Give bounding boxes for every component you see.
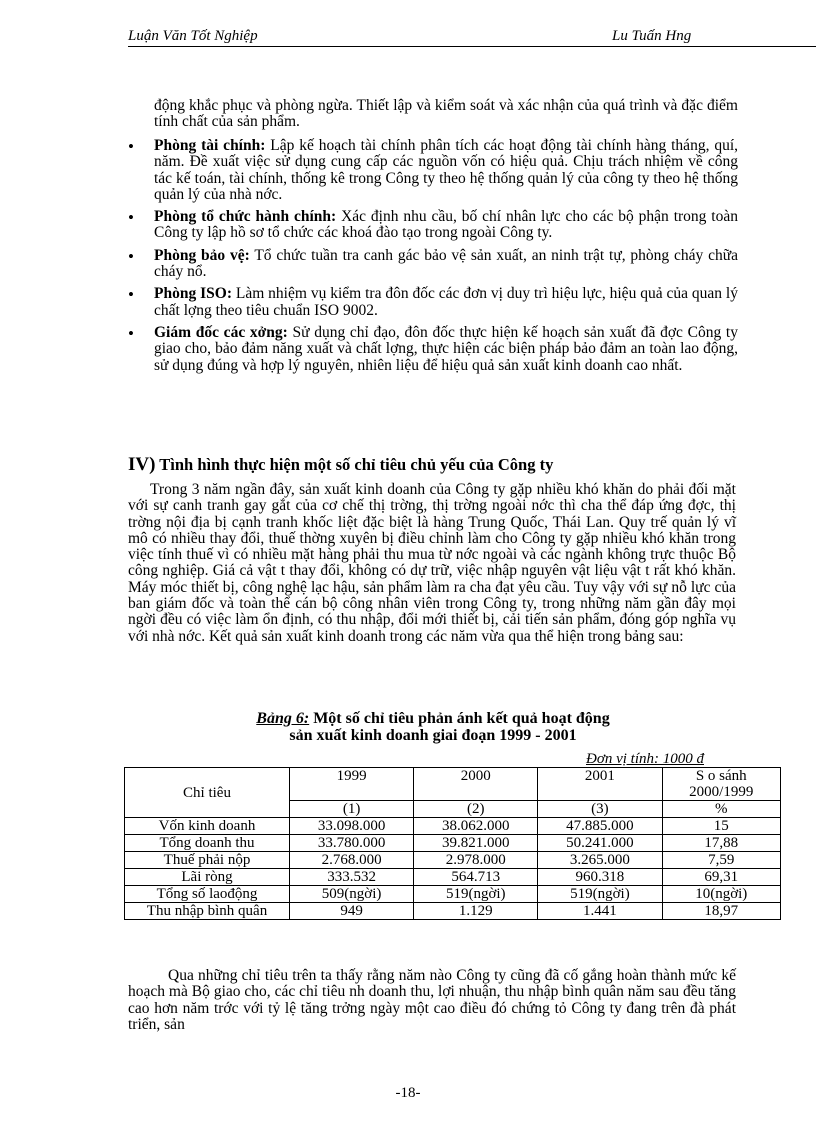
row-label: Vốn kinh doanh: [125, 818, 290, 835]
intro-paragraph: động khắc phục và phòng ngừa. Thiết lập và kiểm soát và xác nhận của quá trình và đặc điểm tính chất của sản phẩm.: [154, 97, 738, 131]
table-row: [125, 886, 781, 903]
caption-line-2: sản xuất kinh doanh giai đoạn 1999 - 2001: [289, 727, 577, 744]
item-text: Xác định nhu cầu, bố chí nhân lực cho các bộ phận trong toàn Công ty lập hồ sơ tổ chức các khoá đào tạo trong ngoài Công ty.: [154, 208, 738, 242]
item-term: Giám đốc các xởng:: [154, 323, 288, 341]
table-cell: 564.713: [414, 869, 538, 886]
results-table: [124, 767, 781, 920]
item-term: Phòng ISO:: [154, 285, 232, 303]
table-caption: [128, 710, 738, 744]
column-header: 1999: [290, 768, 414, 801]
table-cell: 69,31: [662, 869, 780, 886]
table-row: [125, 903, 781, 920]
column-header: 2000: [414, 768, 538, 801]
table-cell: 1.129: [414, 903, 538, 920]
table-cell: 47.885.000: [538, 818, 662, 835]
table-cell: 1.441: [538, 903, 662, 920]
row-label: Lãi ròng: [125, 869, 290, 886]
table-cell: 7,59: [662, 852, 780, 869]
compare-label: S o sánh: [695, 768, 747, 784]
table-cell: 2.768.000: [290, 852, 414, 869]
table-cell: 33.098.000: [290, 818, 414, 835]
table-cell: 333.532: [290, 869, 414, 886]
list-item: [128, 286, 738, 319]
table-cell: 15: [662, 818, 780, 835]
list-item: [128, 138, 738, 203]
header-right: Lu Tuấn Hng: [612, 28, 692, 44]
row-label: Tổng số laođộng: [125, 886, 290, 903]
column-header: Chỉ tiêu: [125, 768, 290, 818]
item-text: Làm nhiệm vụ kiểm tra đôn đốc các đơn vị duy trì hiệu lực, hiệu quả của quan lý chất lợng theo tiêu chuẩn ISO 9002.: [154, 285, 738, 319]
page-header: [128, 26, 816, 47]
row-label: Thu nhập bình quân: [125, 903, 290, 920]
conclusion-paragraph: Qua những chỉ tiêu trên ta thấy rằng năm nào Công ty cũng đã cố gắng hoàn thành mức kế hoạch mà Bộ giao cho, các chỉ tiêu nh doanh thu, lợi nhuận, thu nhập bình quân năm sau đều tăng cao hơn năm trớc với tỷ lệ tăng trởng ngày một cao điều đó chứng tỏ Công ty đang trên đà phát triển, sản: [128, 967, 736, 1033]
row-label: Thuế phải nộp: [125, 852, 290, 869]
page-number: -18-: [395, 1085, 421, 1101]
index-cell: (1): [290, 801, 414, 818]
section-number: IV): [128, 454, 156, 475]
unit-note: Đơn vị tính: 1000 đ: [586, 751, 704, 767]
item-text: Sử dụng chỉ đạo, đôn đốc thực hiện kế hoạch sản xuất đã đợc Công ty giao cho, bảo đảm năng xuất và chất lợng, thực hiện các biện pháp bảo đảm an toàn lao động, sử dụng đúng và hợp lý nguyên, nhiên liệu để hiệu quả sản xuất kinh doanh cao nhất.: [154, 323, 738, 374]
bullet-icon: •: [128, 285, 134, 305]
table-cell: 17,88: [662, 835, 780, 852]
table-row: [125, 852, 781, 869]
table-cell: 50.241.000: [538, 835, 662, 852]
header-left: Luận Văn Tốt Nghiệp: [128, 28, 258, 44]
bullet-icon: •: [128, 137, 134, 156]
list-item: [128, 248, 738, 281]
table-cell: 960.318: [538, 869, 662, 886]
table-cell: 39.821.000: [414, 835, 538, 852]
index-cell: (2): [414, 801, 538, 818]
item-text: Tổ chức tuần tra canh gác bảo vệ sản xuất, an ninh trật tự, phòng cháy chữa cháy nổ.: [154, 246, 738, 281]
item-term: Phòng tổ chức hành chính:: [154, 208, 337, 226]
department-list: [128, 138, 738, 380]
section-title: Tình hình thực hiện một số chỉ tiêu chủ yếu của Công ty: [155, 455, 554, 474]
table-cell: 3.265.000: [538, 852, 662, 869]
section-heading: [128, 454, 553, 476]
table-cell: 33.780.000: [290, 835, 414, 852]
row-label: Tổng doanh thu: [125, 835, 290, 852]
caption-label: Bảng 6:: [256, 710, 310, 727]
table-header-row: [125, 768, 781, 801]
item-term: Phòng bảo vệ:: [154, 246, 250, 264]
table-row: [125, 835, 781, 852]
list-item: [128, 325, 738, 374]
table-cell: 519(ngời): [538, 886, 662, 903]
table-row: [125, 869, 781, 886]
index-cell: (3): [538, 801, 662, 818]
column-header: [662, 768, 780, 801]
table-cell: 10(ngời): [662, 886, 780, 903]
item-text: Lập kế hoạch tài chính phân tích các hoạt động tài chính hàng tháng, quí, năm. Đề xuất việc sử dụng cung cấp các nguồn vốn có hiệu quả. Chịu trách nhiệm về công tác kế toán, tài chính, thống kê trong Công ty theo hệ thống quản lý của công ty theo hệ thống quản lý của nhà nớc.: [154, 137, 738, 203]
list-item: [128, 209, 738, 242]
table-row: [125, 818, 781, 835]
table-cell: 949: [290, 903, 414, 920]
index-cell: %: [662, 801, 780, 818]
table-cell: 519(ngời): [414, 886, 538, 903]
bullet-icon: •: [128, 246, 134, 266]
bullet-icon: •: [128, 323, 134, 343]
item-term: Phòng tài chính:: [154, 137, 266, 154]
table-cell: 2.978.000: [414, 852, 538, 869]
compare-period: 2000/1999: [689, 784, 754, 800]
table-cell: 509(ngời): [290, 886, 414, 903]
bullet-icon: •: [128, 208, 134, 228]
column-header: 2001: [538, 768, 662, 801]
table-cell: 38.062.000: [414, 818, 538, 835]
caption-line-1: Một số chỉ tiêu phản ánh kết quả hoạt động: [309, 710, 610, 727]
table-cell: 18,97: [662, 903, 780, 920]
body-paragraph: Trong 3 năm ngần đây, sản xuất kinh doanh của Công ty gặp nhiều khó khăn do phải đối mặt với sự canh tranh gay gắt của cơ chế thị trờng, thị trờng ngoài nớc thì cha thể đáp ứng đợc, thị trờng nội địa bị cạnh tranh khốc liệt đặc biệt là hàng Trung Quốc, Thái Lan. Quy trế quản lý vĩ mô có nhiều thay đổi, thuế thờng xuyên bị điều chỉnh làm cho Công ty gặp nhiều khó khăn trong việc tính thuế vì có nhiều mặt hàng phải thu mua từ nớc ngoài và các ngành không trực thuộc Bộ công nghiệp. Giá cả vật t thay đổi, không có dự trữ, việc nhập nguyên vật liệu vật t rất khó khăn. Máy móc thiết bị, công nghệ lạc hậu, sản phẩm làm ra cha đạt yêu cầu. Tuy vậy với sự nỗ lực của ban giám đốc và toàn thể cán bộ công nhân viên trong Công ty, trong những năm gần đây mọi ngời đều có việc làm ổn định, có thu nhập, đổi mới thiết bị, cải tiến sản phẩm, đóng góp nghĩa vụ với nhà nớc. Kết quả sản xuất kinh doanh trong các năm vừa qua thể hiện trong bảng sau:: [128, 481, 736, 645]
